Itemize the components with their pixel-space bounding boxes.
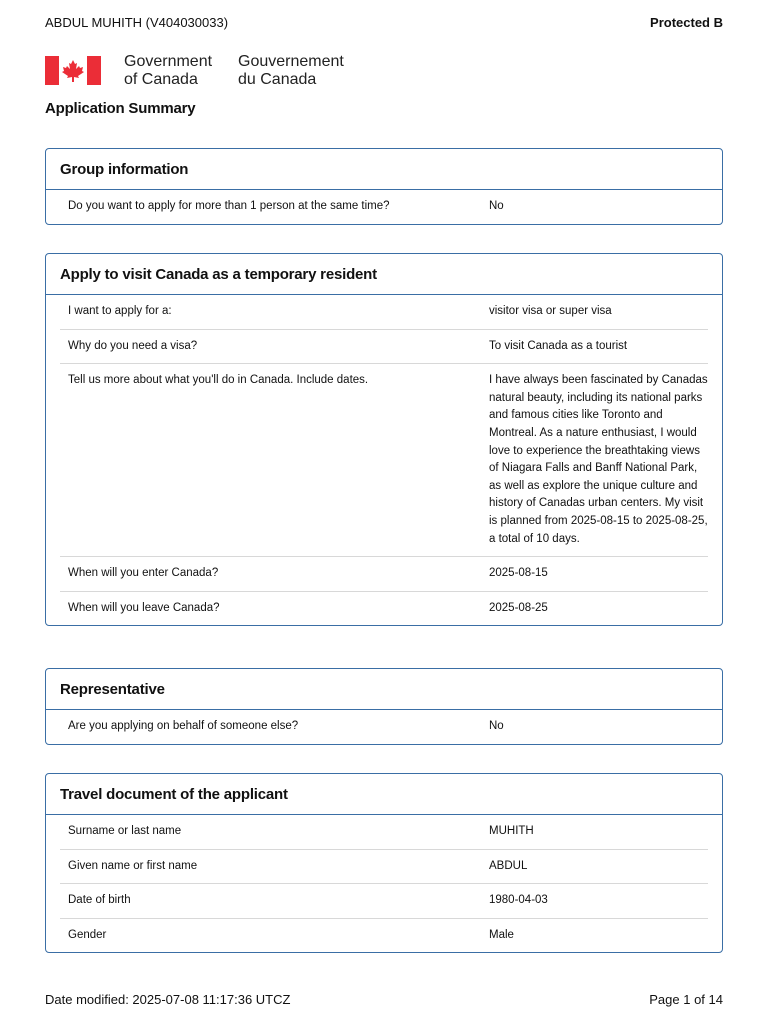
table-row [60,295,708,330]
section-travel-document [45,773,723,953]
table-row [60,850,708,885]
question-label: I want to apply for a: [68,305,172,317]
section-apply-to-visit [45,253,723,626]
section-group-information [45,148,723,225]
government-fr-wordmark: Gouvernement du Canada [238,53,344,88]
table-row [60,190,708,224]
table-row [60,815,708,850]
section-title: Apply to visit Canada as a temporary resident [46,254,722,295]
table-row [60,884,708,919]
question-label: Gender [68,928,107,941]
government-en-wordmark: Government of Canada [124,53,213,88]
date-modified: Date modified: 2025-07-08 11:17:36 UTCZ [45,992,291,1007]
canada-flag-icon [45,56,101,85]
applicant-name-id: ABDUL MUHITH (V404030033) [45,15,229,30]
answer-value: MUHITH [489,825,534,837]
question-label: Are you applying on behalf of someone else? [68,720,299,732]
answer-value: I have always been fascinated by Canadas natural beauty, including its national parks and famous cities like Toronto and Montreal. As a nature enthusiast, I would love to experience the breathtaking views of Niagara Falls and Banff National Park, as well as explore the unique culture and history of Canadas urban centers. My visit is planned from 2025-08-15 to 2025-08-25, a total of 10 days. [489,374,708,545]
question-label: Given name or first name [68,859,198,872]
page-footer [45,992,723,1010]
section-title: Representative [46,669,722,710]
question-label: Why do you need a visa? [68,339,198,352]
table-row [60,710,708,744]
security-classification: Protected B [650,15,723,30]
answer-value: No [489,720,504,732]
section-title: Group information [46,149,722,190]
table-row [60,557,708,592]
answer-value: 2025-08-15 [489,567,548,580]
answer-value: 2025-08-25 [489,601,548,614]
section-representative [45,668,723,745]
section-title: Travel document of the applicant [46,774,722,815]
page-header [45,15,723,33]
table-row [60,364,708,557]
page-number: Page 1 of 14 [649,992,723,1007]
table-row [60,592,708,626]
question-label: Do you want to apply for more than 1 person at the same time? [68,200,390,212]
question-label: When will you enter Canada? [68,567,219,580]
answer-value: visitor visa or super visa [489,305,612,317]
question-label: Surname or last name [68,825,182,837]
question-label: Date of birth [68,894,131,907]
question-label: Tell us more about what you'll do in Canada. Include dates. [68,374,369,387]
answer-value: Male [489,928,514,941]
page-title: Application Summary [45,100,196,117]
table-row [60,919,708,953]
answer-value: ABDUL [489,859,528,872]
answer-value: To visit Canada as a tourist [489,339,628,352]
answer-value: No [489,200,504,212]
answer-value: 1980-04-03 [489,894,548,907]
table-row [60,330,708,365]
question-label: When will you leave Canada? [68,601,220,614]
